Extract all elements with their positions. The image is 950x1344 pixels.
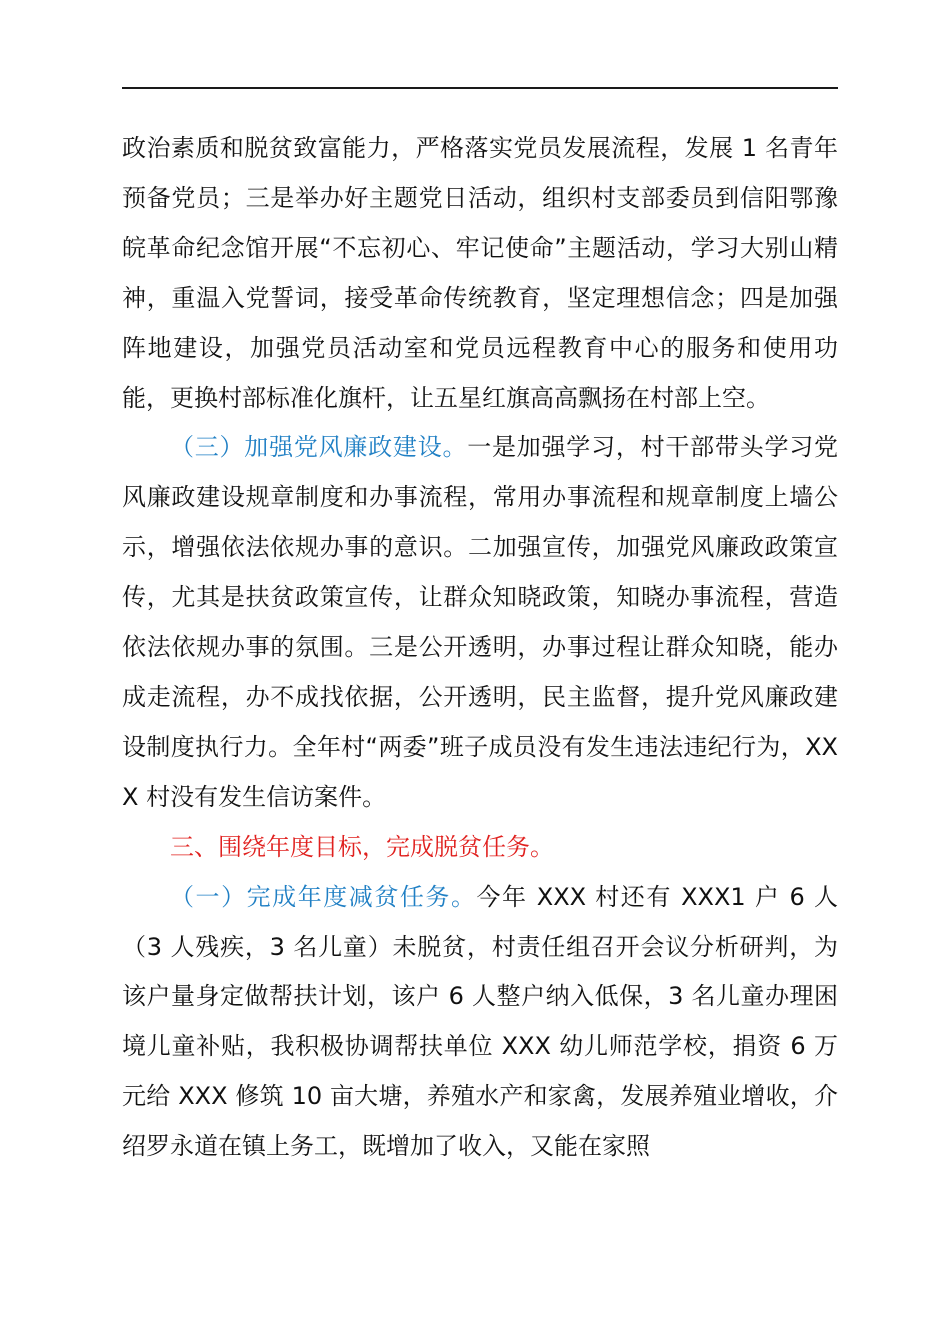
paragraph-continuation [122,124,838,423]
section-heading-three: 三、围绕年度目标，完成脱贫任务。 [170,832,554,861]
paragraph-text: 今年 XXX 村还有 XXX1 户 6 人（3 人残疾，3 名儿童）未脱贫，村责任组召开会议分析研判，为该户量身定做帮扶计划，该户 6 人整户纳入低保，3 名儿童办理困境儿童补贴，我积极协调帮扶单位 XXX 幼儿师范学校，捐资 6 万元给 XXX 修筑 10 亩大塘，养殖水产和家禽，发展养殖业增收，介绍罗永道在镇上务工，既增加了收入，又能在家照 [122,882,838,1161]
paragraph-text: 政治素质和脱贫致富能力，严格落实党员发展流程，发展 1 名青年预备党员；三是举办好主题党日活动，组织村支部委员到信阳鄂豫皖革命纪念馆开展“不忘初心、牢记使命”主题活动，学习大别山精神，重温入党誓词，接受革命传统教育，坚定理想信念；四是加强阵地建设，加强党员活动室和党员远程教育中心的服务和使用功能，更换村部标准化旗杆，让五星红旗高高飘扬在村部上空。 [122,134,838,412]
sub-heading-three: （三）加强党风廉政建设。 [170,433,468,462]
document-page [122,124,838,1172]
paragraph-text: 一是加强学习，村干部带头学习党风廉政建设规章制度和办事流程，常用办事流程和规章制度上墙公示，增强依法依规办事的意识。二加强宣传，加强党风廉政政策宣传，尤其是扶贫政策宣传，让群众知晓政策，知晓办事流程，营造依法依规办事的氛围。三是公开透明，办事过程让群众知晓，能办成走流程，办不成找依据，公开透明，民主监督，提升党风廉政建设制度执行力。全年村“两委”班子成员没有发生违法违纪行为，XXX 村没有发生信访案件。 [122,433,839,811]
paragraph-integrity [122,423,838,822]
paragraph-poverty-reduction [122,873,838,1172]
sub-heading-one: （一）完成年度减贫任务。 [170,882,477,911]
header-rule [122,87,838,89]
